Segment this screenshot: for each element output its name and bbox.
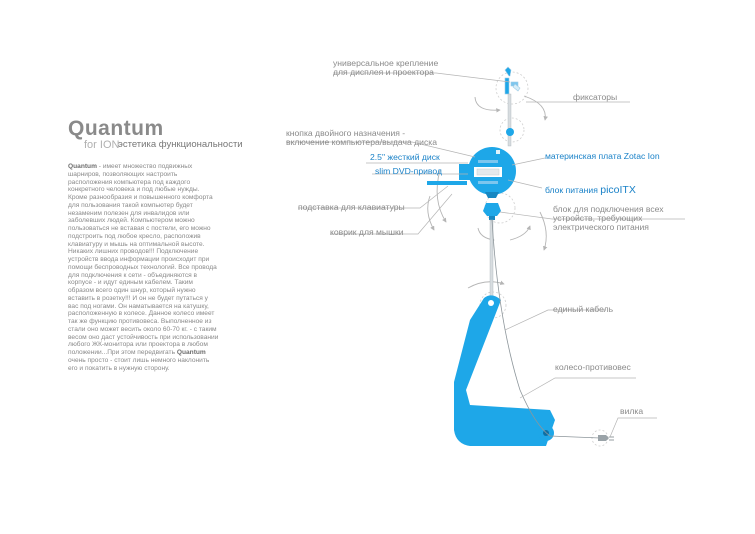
description-part2: очень просто - стоит лишь немного наклонить его и покатить в нужную сторону. [68,356,210,372]
label-motherboard: материнская плата Zotac Ion [545,151,660,161]
keyboard-tray [427,181,467,185]
plug [598,435,614,441]
label-button-line1: кнопка двойного назначения - [286,128,406,138]
label-mouse-pad: коврик для мышки [330,227,404,237]
brand-subtitle: for ION [84,139,120,151]
product-illustration [427,67,614,446]
label-psu-brand: picoITX [600,184,636,196]
detail-circles [480,72,608,446]
display-mount [505,67,520,94]
label-mount-line1: универсальное крепление [333,58,439,68]
label-clamps: фиксаторы [573,92,618,102]
description-part1: - имеет множество подвижных шарниров, позволяющих настроить расположения компьютера под каждого конкретного человека и под любые нужды. Кроме разнообразия и повышенного комфорта для пользования такой компьютер будет незаменим полезен для инвалидов или заболевших людей. Компьютером можно пользоваться не вставая с постели, его можно подстроить под любое кресло, расположив клавиатуру и мышь на оптимальной высоте. Никаких лишних проводов!!! Подключение устройств ввода информации происходит при помощи беспроводных технологий. Все провода для подключения к сети - объединяются в корпусе - и идут единым кабелем. Таким образом всего один шнур, который нужно вставить в розетку!!! И он не будет путаться у вас под ногами. Он наматывается на катушку, расположенную в колесе. Данное колесо имеет так же функцию противовеса. Выполненное из стали оно может весить около 60-70 кг. - с таким весом оно даст устойчивость при использовании любого ЖК-монитора или проектора в любом положении...При этом передвигать [68,163,219,356]
label-dvd: slim DVD-привод [375,166,442,176]
label-mount-line2: для дисплея и проектора [333,67,434,77]
label-hdd: 2.5" жесткий диск [370,152,440,162]
label-keyboard-stand: подставка для клавиатуры [298,202,405,212]
description-bold-name-2: Quantum [176,349,206,356]
power-block [483,203,501,216]
label-psu [545,184,636,196]
label-plug: вилка [620,406,644,416]
cable [492,220,600,438]
computer-sphere [459,147,516,198]
label-psu-prefix: блок питания [545,185,601,195]
label-wheel: колесо-противовес [555,362,631,372]
label-button-line2: включение компьютера/выдача диска [286,137,437,147]
label-power-line3: электрического питания [553,222,649,232]
label-power-line1: блок для подключения всех [553,204,664,214]
counterweight-base [454,295,555,446]
brand-logo: Quantum [68,117,164,140]
label-power-line2: устройств, требующих [553,213,643,223]
description-bold-name: Quantum [68,163,97,170]
label-cable: единый кабель [553,304,614,314]
brand-tagline: эстетика функциональности [118,139,243,150]
